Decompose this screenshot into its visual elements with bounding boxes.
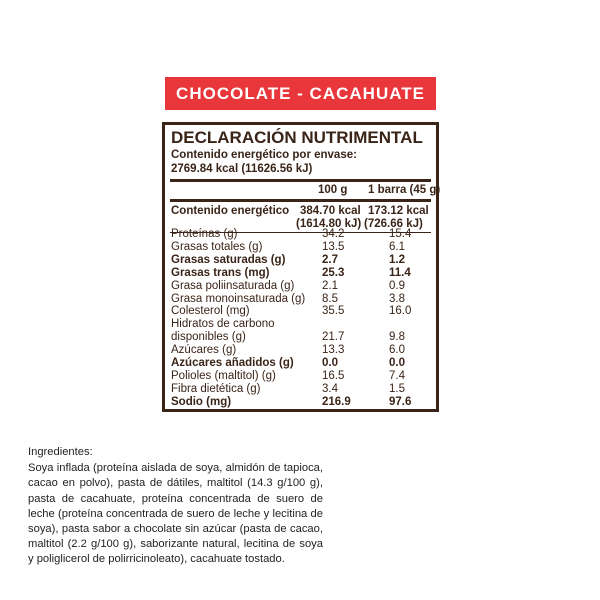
nutrient-label: Polioles (maltitol) (g) [171, 369, 276, 382]
nutrient-value-100g: 2.7 [322, 253, 338, 266]
nutrient-value-bar: 6.0 [389, 344, 405, 357]
nutrient-label: Hidratos de carbono [171, 318, 275, 331]
nutrient-value-100g: 13.5 [322, 240, 345, 253]
nutrient-value-bar: 15.4 [389, 228, 412, 240]
nutrient-label: Sodio (mg) [171, 395, 232, 408]
nutrient-value-100g: 8.5 [322, 292, 338, 305]
nutrient-value-100g: 25.3 [322, 266, 345, 279]
nutrition-facts-panel [162, 122, 439, 412]
nutrient-label: Fibra dietética (g) [171, 382, 261, 395]
nutrient-value-100g: 13.3 [322, 344, 345, 357]
nutrient-value-bar: 3.8 [389, 292, 405, 305]
energy-row-label: Contenido energético [171, 205, 290, 217]
nutrient-value-100g: 216.9 [322, 395, 351, 408]
nutrient-value-bar: 11.4 [389, 266, 411, 279]
product-flavor-banner: CHOCOLATE - CACAHUATE [165, 77, 436, 110]
energy-100g-kj: (1614.80 kJ) [296, 218, 362, 230]
divider [170, 179, 431, 182]
ingredients-text: Soya inflada (proteína aislada de soya, almidón de tapioca, cacao en polvo), pasta de dátiles, maltitol (14.3 g/100 g), pasta de cacahuate, proteína concentrada de suero de leche (proteína concentrada de suero de leche y lecitina de soya), pasta sabor a chocolate sin azúcar (pasta de cacao, maltitol (2.2 g/100 g), saborizante natural, lecitina de soya y poliglicerol de polirricinoleato), cacahuate tostado. [28, 462, 323, 566]
nutrient-value-100g: 16.5 [322, 369, 345, 382]
nutrient-label: Azúcares añadidos (g) [171, 357, 294, 369]
nutrient-value-100g: 0.0 [322, 357, 338, 369]
column-header-bar: 1 barra (45 g) [368, 184, 441, 196]
nutrient-value-bar: 0.9 [389, 279, 405, 292]
nutrient-label: Grasa poliinsaturada (g) [171, 279, 295, 292]
nutrient-label: Proteínas (g) [171, 228, 238, 240]
nutrient-label: Colesterol (mg) [171, 305, 250, 318]
nutrient-value-bar: 16.0 [389, 305, 412, 318]
energy-bar-kcal: 173.12 kcal [368, 205, 429, 217]
nutrient-label: Azúcares (g) [171, 344, 237, 357]
nutrient-value-bar: 1.5 [389, 382, 405, 395]
nutrient-label: Grasas totales (g) [171, 240, 263, 253]
nutrient-value-100g: 21.7 [322, 331, 345, 344]
nutrient-value-bar: 6.1 [389, 240, 405, 253]
energy-per-package-label: Contenido energético por envase: [171, 149, 357, 161]
column-header-100g: 100 g [318, 184, 348, 196]
nutrition-title: DECLARACIÓN NUTRIMENTAL [171, 128, 423, 147]
energy-bar-kj: (726.66 kJ) [364, 218, 423, 230]
divider [170, 199, 431, 202]
ingredients-title: Ingredientes: [28, 446, 93, 458]
nutrient-value-bar: 97.6 [389, 395, 412, 408]
nutrient-label: Grasas trans (mg) [171, 266, 270, 279]
nutrient-label: Grasas saturadas (g) [171, 253, 286, 266]
nutrient-value-bar: 0.0 [389, 357, 405, 369]
nutrient-value-100g: 35.5 [322, 305, 345, 318]
nutrient-value-bar: 1.2 [389, 253, 405, 266]
energy-per-package-value: 2769.84 kcal (11626.56 kJ) [171, 163, 313, 175]
nutrient-value-100g: 34.2 [322, 228, 345, 240]
ingredients-section [28, 445, 323, 568]
nutrient-value-100g: 2.1 [322, 279, 338, 292]
nutrient-value-bar: 9.8 [389, 331, 405, 344]
nutrient-label: disponibles (g) [171, 331, 246, 344]
nutrient-label: Grasa monoinsaturada (g) [171, 292, 306, 305]
energy-100g-kcal: 384.70 kcal [300, 205, 361, 217]
nutrient-value-100g: 3.4 [322, 382, 338, 395]
nutrient-value-bar: 7.4 [389, 369, 405, 382]
